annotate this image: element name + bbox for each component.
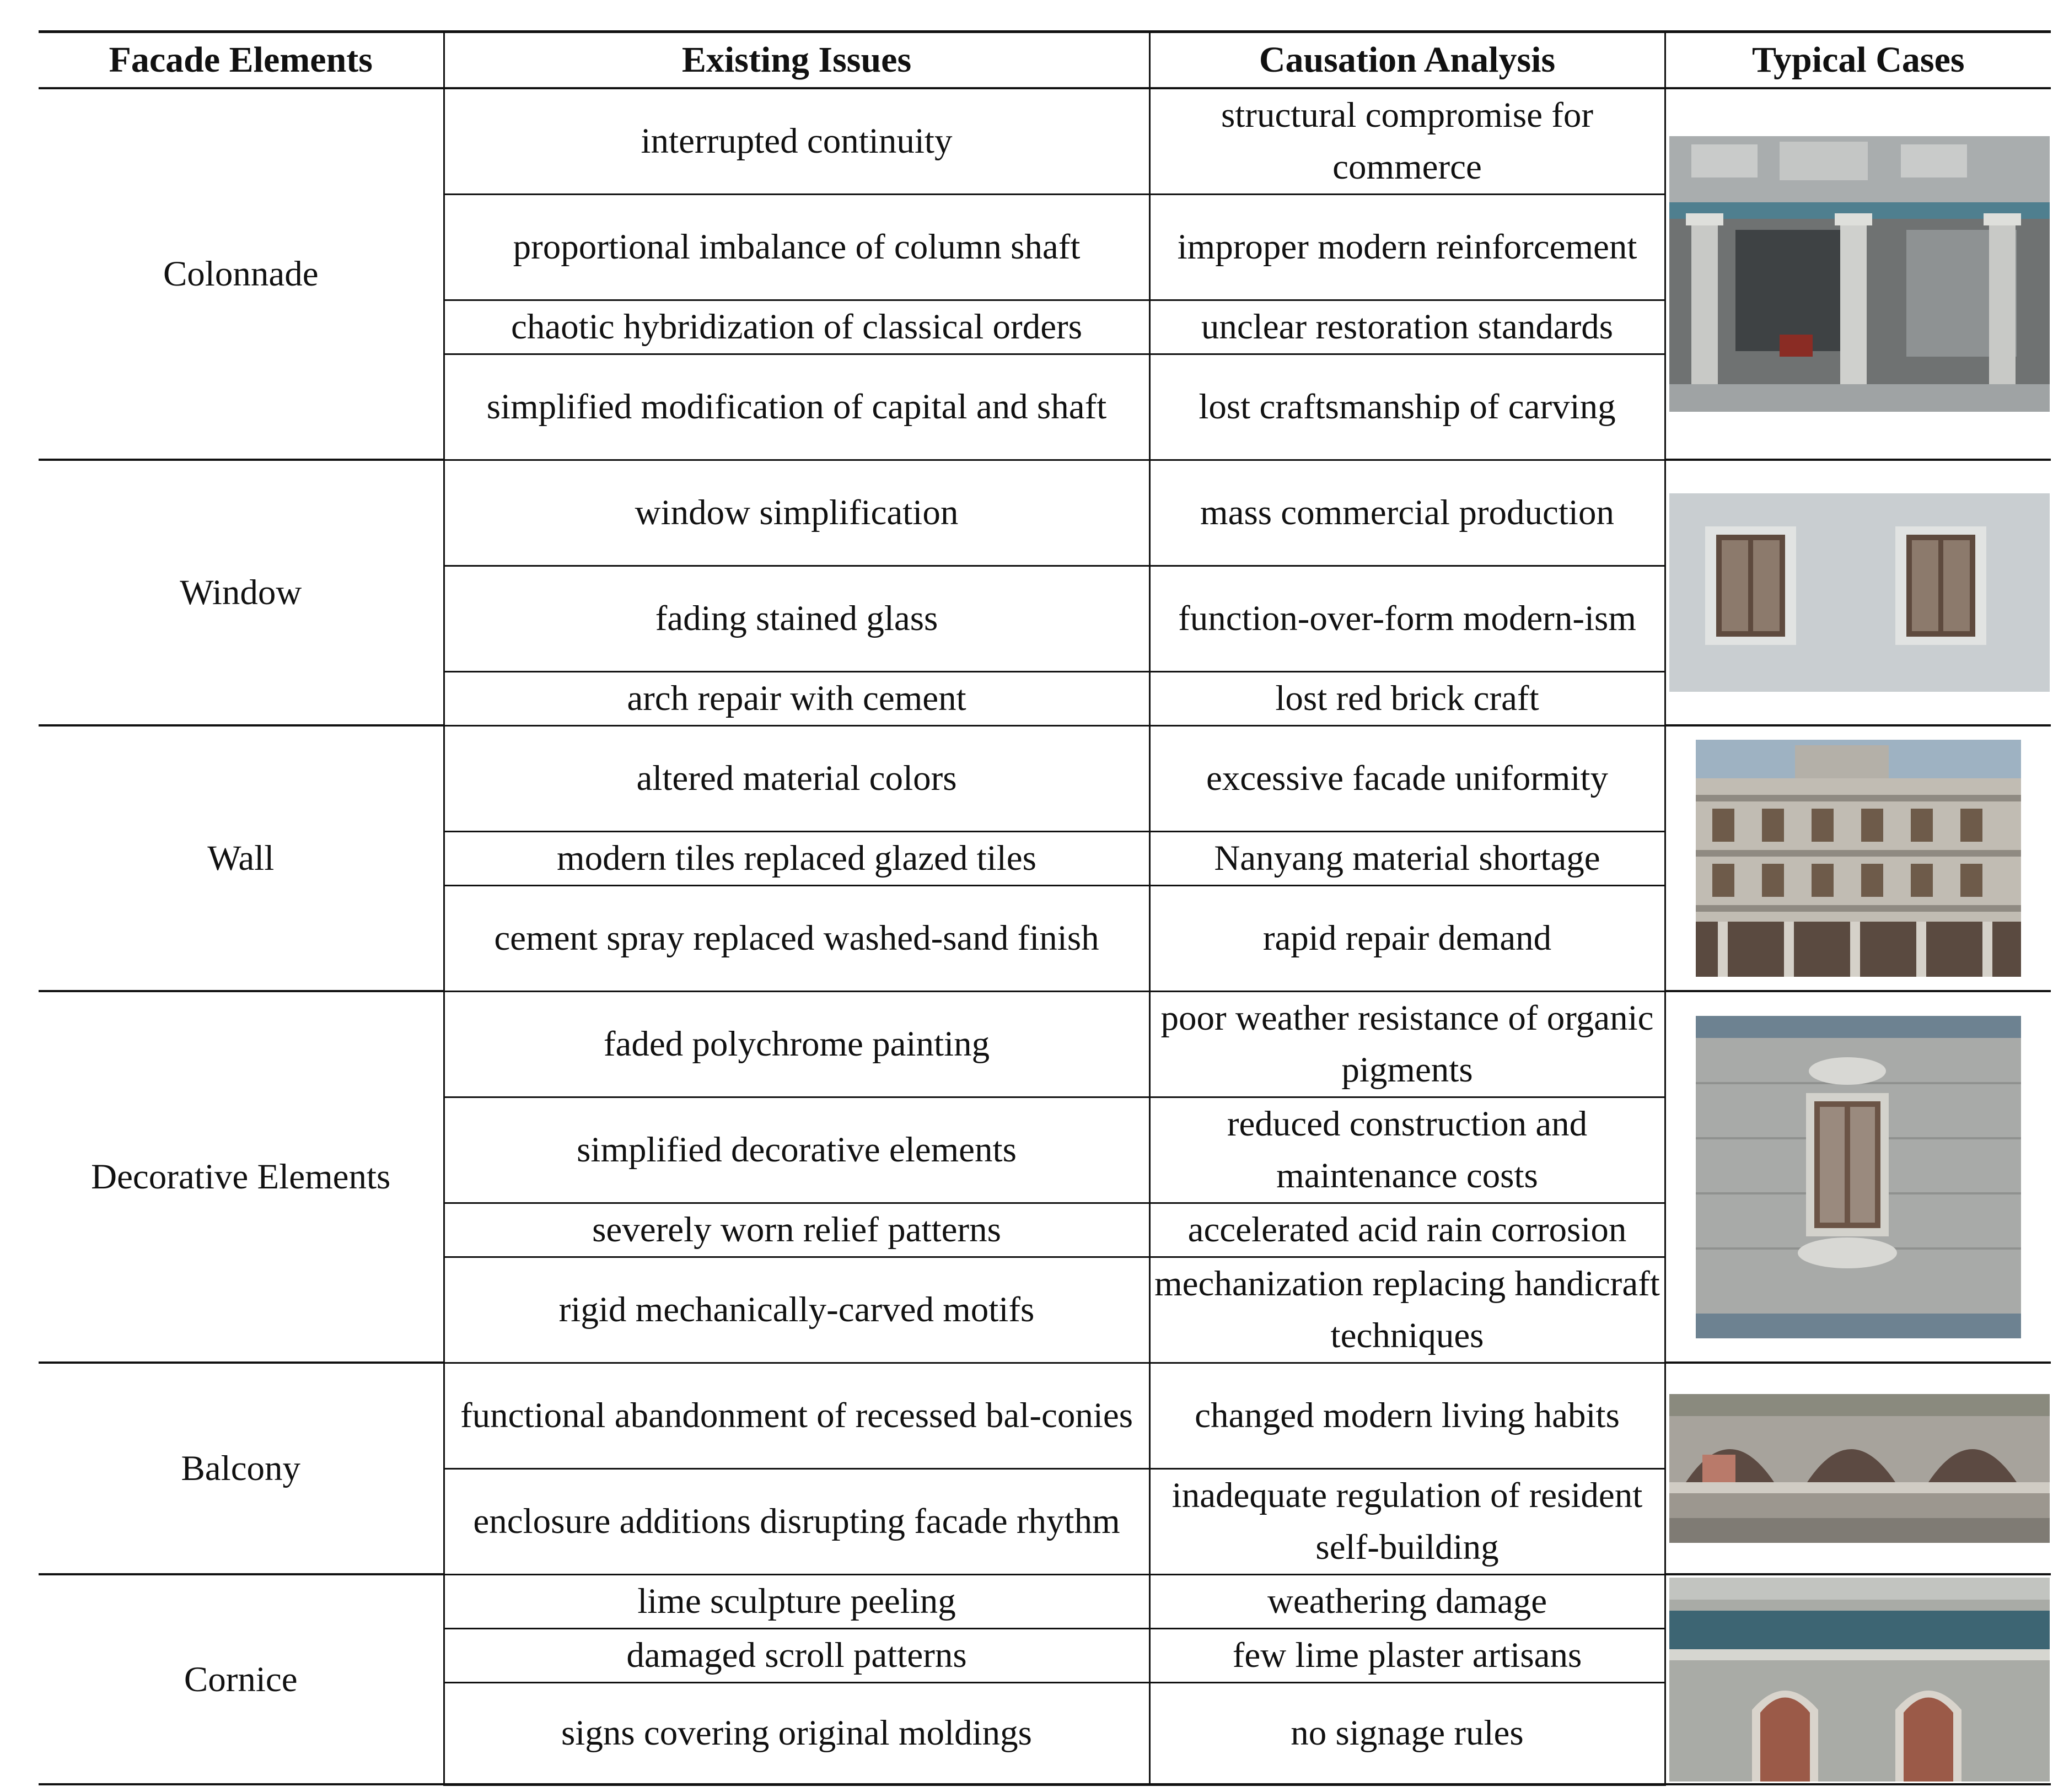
issue-cell: rigid mechanically-carved motifs (444, 1257, 1149, 1363)
window-photo (1669, 493, 2050, 692)
element-colonnade: Colonnade (39, 88, 444, 460)
cause-cell: inadequate regulation of resident self-building (1149, 1468, 1665, 1574)
header-existing-issues: Existing Issues (444, 32, 1149, 89)
cause-cell: poor weather resistance of organic pigments (1149, 991, 1665, 1097)
table-row (39, 991, 2051, 1097)
table-row (39, 88, 2051, 194)
issue-cell: functional abandonment of recessed bal-conies (444, 1363, 1149, 1468)
header-facade-elements: Facade Elements (39, 32, 444, 89)
issue-cell: enclosure additions disrupting facade rhythm (444, 1468, 1149, 1574)
cause-cell: no signage rules (1149, 1682, 1665, 1784)
case-photo-wall (1665, 725, 2051, 991)
cause-cell: Nanyang material shortage (1149, 831, 1665, 885)
cause-cell: function-over-form modern-ism (1149, 566, 1665, 671)
balcony-photo (1669, 1394, 2050, 1543)
issue-cell: arch repair with cement (444, 671, 1149, 725)
issue-cell: proportional imbalance of column shaft (444, 194, 1149, 300)
issue-cell: signs covering original moldings (444, 1682, 1149, 1784)
issue-cell: faded polychrome painting (444, 991, 1149, 1097)
cause-cell: reduced construction and maintenance costs (1149, 1097, 1665, 1203)
cause-cell: excessive facade uniformity (1149, 725, 1665, 831)
issue-cell: window simplification (444, 460, 1149, 566)
table-row (39, 725, 2051, 831)
decorative-photo (1696, 1016, 2021, 1338)
table-row (39, 460, 2051, 566)
issue-cell: damaged scroll patterns (444, 1628, 1149, 1682)
element-window: Window (39, 460, 444, 725)
cause-cell: rapid repair demand (1149, 885, 1665, 991)
header-typical-cases: Typical Cases (1665, 32, 2051, 89)
issue-cell: simplified decorative elements (444, 1097, 1149, 1203)
issue-cell: lime sculpture peeling (444, 1574, 1149, 1628)
cause-cell: mass commercial production (1149, 460, 1665, 566)
case-photo-colonnade (1665, 88, 2051, 460)
cause-cell: lost red brick craft (1149, 671, 1665, 725)
header-row (39, 32, 2051, 89)
cause-cell: weathering damage (1149, 1574, 1665, 1628)
issue-cell: cement spray replaced washed-sand finish (444, 885, 1149, 991)
cause-cell: lost craftsmanship of carving (1149, 354, 1665, 460)
element-balcony: Balcony (39, 1363, 444, 1574)
case-photo-balcony (1665, 1363, 2051, 1574)
cause-cell: few lime plaster artisans (1149, 1628, 1665, 1682)
element-decorative-elements: Decorative Elements (39, 991, 444, 1363)
header-causation-analysis: Causation Analysis (1149, 32, 1665, 89)
table-row (39, 1574, 2051, 1628)
facade-issues-table (39, 30, 2051, 1786)
case-photo-decorative (1665, 991, 2051, 1363)
case-photo-cornice (1665, 1574, 2051, 1784)
table-row (39, 1363, 2051, 1468)
cause-cell: improper modern reinforcement (1149, 194, 1665, 300)
issue-cell: modern tiles replaced glazed tiles (444, 831, 1149, 885)
cornice-photo (1669, 1578, 2050, 1782)
cause-cell: accelerated acid rain corrosion (1149, 1203, 1665, 1257)
issue-cell: simplified modification of capital and shaft (444, 354, 1149, 460)
colonnade-photo (1669, 136, 2050, 412)
cause-cell: unclear restoration standards (1149, 300, 1665, 354)
issue-cell: fading stained glass (444, 566, 1149, 671)
issue-cell: severely worn relief patterns (444, 1203, 1149, 1257)
issue-cell: altered material colors (444, 725, 1149, 831)
issue-cell: chaotic hybridization of classical orders (444, 300, 1149, 354)
element-cornice: Cornice (39, 1574, 444, 1784)
element-wall: Wall (39, 725, 444, 991)
case-photo-window (1665, 460, 2051, 725)
issue-cell: interrupted continuity (444, 88, 1149, 194)
cause-cell: mechanization replacing handicraft techniques (1149, 1257, 1665, 1363)
cause-cell: structural compromise for commerce (1149, 88, 1665, 194)
cause-cell: changed modern living habits (1149, 1363, 1665, 1468)
wall-photo (1696, 740, 2021, 977)
